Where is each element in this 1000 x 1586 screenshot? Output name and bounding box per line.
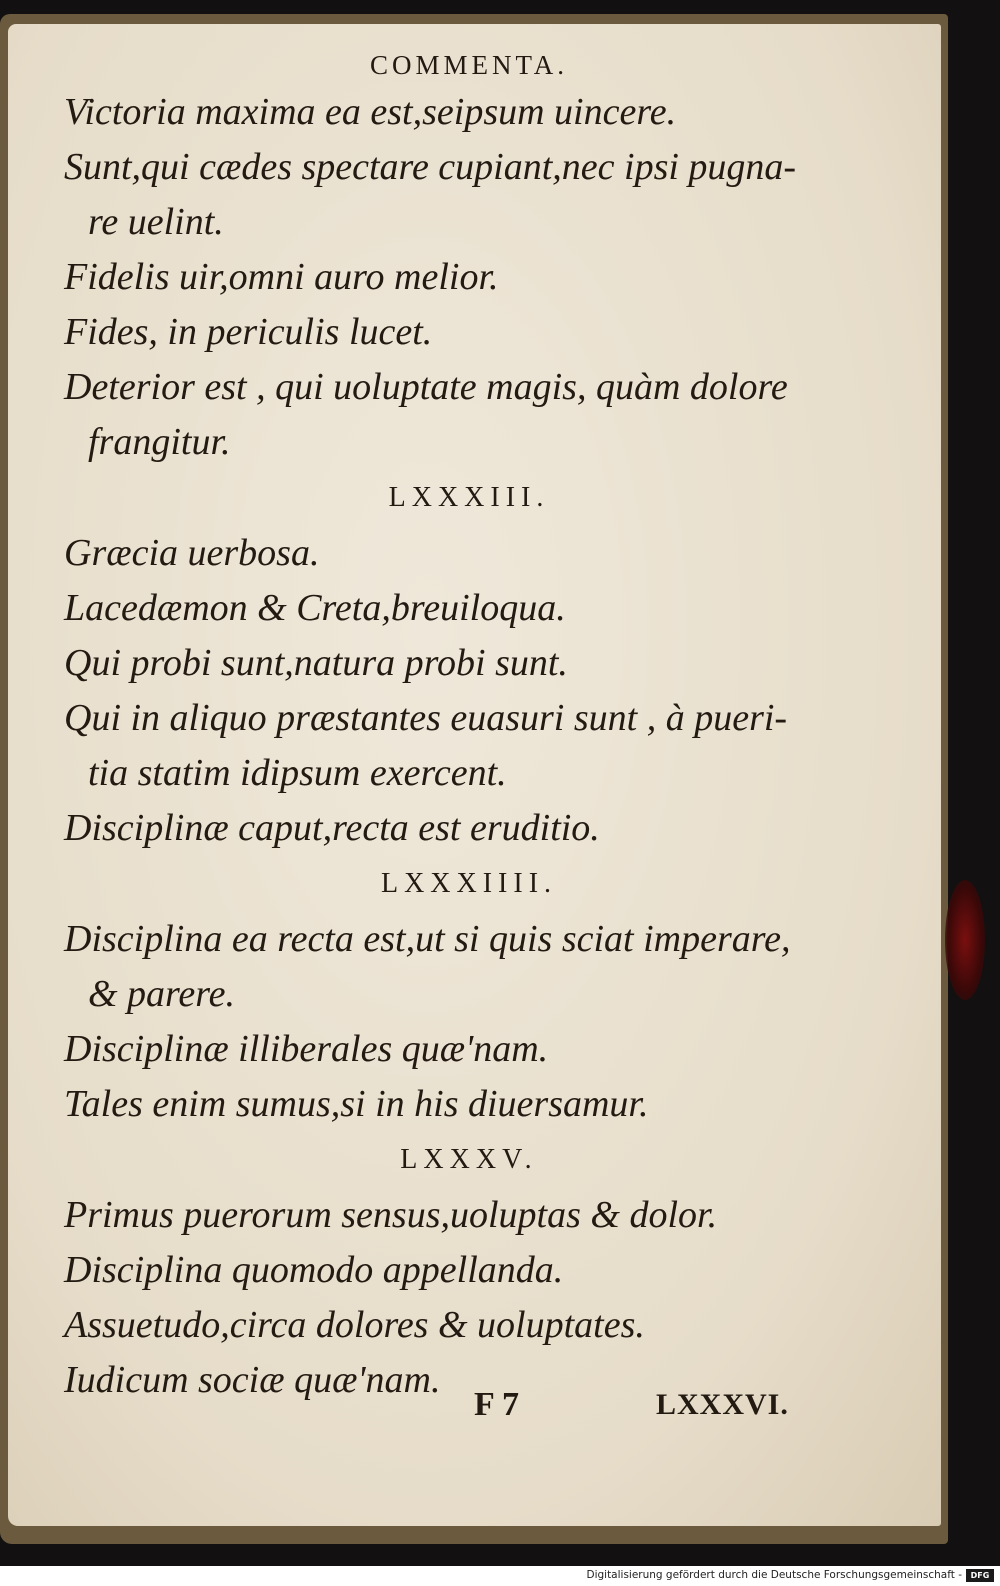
text-line: Sunt,qui cædes spectare cupiant,nec ipsi pugna- — [64, 146, 797, 188]
page-text — [64, 50, 844, 1408]
text-line: Qui in aliquo præstantes euasuri sunt , à pueri- — [64, 697, 788, 739]
section-number: LXXXIII. — [388, 482, 550, 513]
lines-group-4 — [64, 1188, 844, 1408]
text-line: frangitur. — [88, 421, 231, 463]
section-number: LXXXIIII. — [380, 868, 558, 899]
text-line: & parere. — [88, 973, 236, 1015]
text-line: Victoria maxima ea est,seipsum uincere. — [64, 91, 677, 133]
credit-text: Digitalisierung gefördert durch die Deutsche Forschungsgemeinschaft - — [586, 1569, 962, 1581]
text-line: Fides, in periculis lucet. — [64, 311, 433, 353]
page-stain — [945, 880, 985, 1000]
text-line: Disciplina ea recta est,ut si quis sciat imperare, — [64, 918, 791, 960]
catchword: LXXXVI. — [656, 1388, 789, 1421]
text-line: Græcia uerbosa. — [64, 532, 320, 574]
lines-group-3 — [64, 912, 844, 1132]
text-line: Lacedæmon & Creta,breuiloqua. — [64, 587, 566, 629]
text-line: Assuetudo,circa dolores & uoluptates. — [64, 1304, 645, 1346]
text-line: tia statim idipsum exercent. — [88, 752, 507, 794]
text-line: Qui probi sunt,natura probi sunt. — [64, 642, 568, 684]
lines-group-1 — [64, 85, 844, 470]
text-line: Disciplinæ illiberales quæ'nam. — [64, 1028, 549, 1070]
text-line: Disciplinæ caput,recta est eruditio. — [64, 807, 600, 849]
signature-mark: F 7 — [474, 1386, 520, 1423]
running-head: COMMENTA. — [369, 50, 569, 80]
text-line: Disciplina quomodo appellanda. — [64, 1249, 564, 1291]
section-number: LXXXV. — [400, 1144, 538, 1175]
text-line: Iudicum sociæ quæ'nam. — [64, 1359, 441, 1401]
text-line: Deterior est , qui uoluptate magis, quàm dolore — [64, 366, 788, 408]
dfg-logo-icon: DFG — [966, 1569, 994, 1582]
text-line: Fidelis uir,omni auro melior. — [64, 256, 499, 298]
text-line: Primus puerorum sensus,uoluptas & dolor. — [64, 1194, 718, 1236]
text-line: Tales enim sumus,si in his diuersamur. — [64, 1083, 649, 1125]
lines-group-2 — [64, 526, 844, 856]
text-line: re uelint. — [88, 201, 224, 243]
page-footer — [460, 1386, 860, 1446]
